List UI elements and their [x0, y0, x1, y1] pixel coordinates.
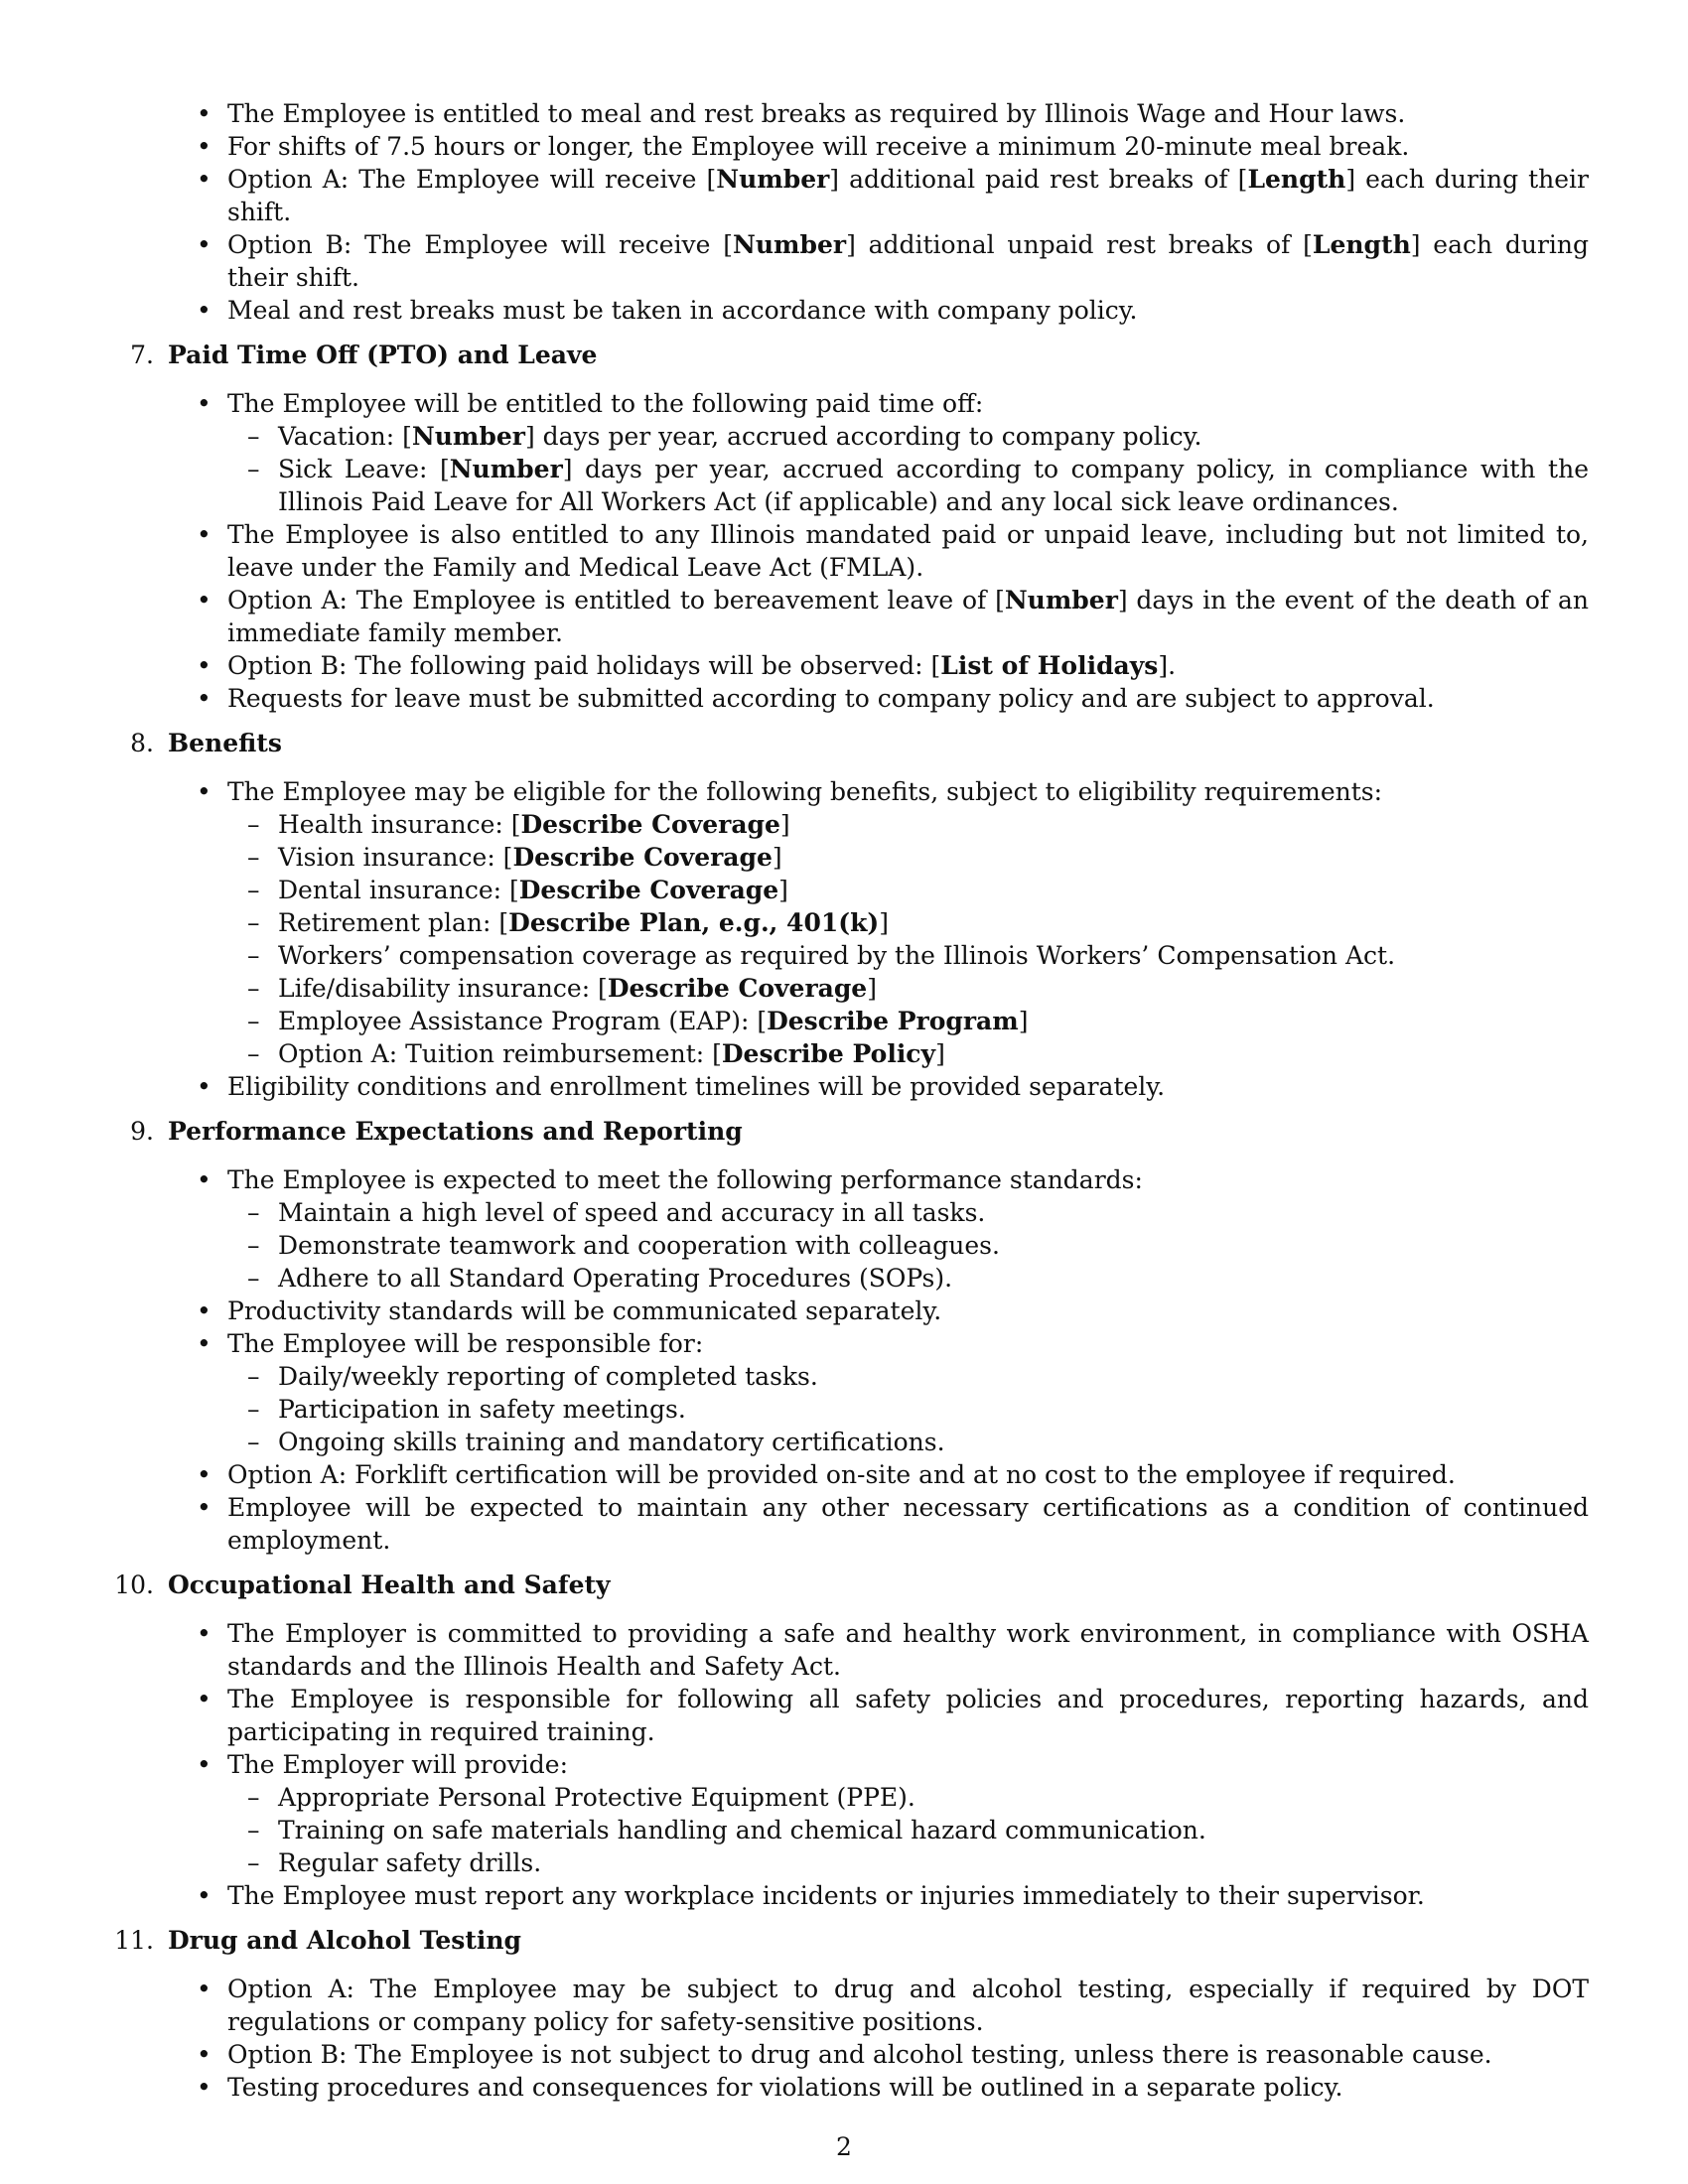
section-number: 10.	[114, 1570, 154, 1599]
sub-list-item: – Ongoing skills training and mandatory certifications.	[227, 1426, 1589, 1458]
placeholder-field: Describe Coverage	[512, 843, 773, 872]
sub-list-item: – Workers’ compensation coverage as required by the Illinois Workers’ Compensation Act.	[227, 939, 1589, 972]
list-item: • Option B: The following paid holidays will be observed: [List of Holidays].	[0, 649, 1688, 682]
sub-list-item: – Training on safe materials handling and chemical hazard communication.	[227, 1814, 1589, 1846]
breaks-list	[0, 97, 1688, 327]
list-item: • Option A: The Employee is entitled to bereavement leave of [Number] days in the event of the death of an immediate family member.	[0, 584, 1688, 649]
placeholder-field: Describe Plan, e.g., 401(k)	[508, 908, 880, 937]
sub-list-item: – Daily/weekly reporting of completed tasks.	[227, 1360, 1589, 1393]
sub-list-item: – Sick Leave: [Number] days per year, accrued according to company policy, in compliance with the Illinois Paid Leave for All Workers Act (if applicable) and any local sick leave ordinances.	[227, 453, 1589, 518]
sub-list-item: – Vacation: [Number] days per year, accrued according to company policy.	[227, 420, 1589, 453]
section-performance	[0, 1115, 1688, 1557]
list-item: • The Employee is expected to meet the following performance standards: – Maintain a high level of speed and accuracy in all tasks. – Demonstrate teamwork and cooperation with colleagues. – Adhere to all Standard Operating Procedures (SOPs).	[0, 1163, 1688, 1295]
sub-list-item: – Demonstrate teamwork and cooperation with colleagues.	[227, 1229, 1589, 1262]
section-heading	[0, 1924, 1688, 1957]
list-item: • The Employee is responsible for following all safety policies and procedures, reporting hazards, and participating in required training.	[0, 1683, 1688, 1748]
section-pto-leave	[0, 339, 1688, 715]
placeholder-field: Describe Coverage	[518, 876, 779, 904]
placeholder-field: Describe Coverage	[520, 810, 780, 839]
sub-list-item: – Employee Assistance Program (EAP): [Describe Program]	[227, 1005, 1589, 1037]
document-body	[0, 97, 1688, 2104]
section-title: Drug and Alcohol Testing	[168, 1926, 522, 1955]
placeholder-field: Describe Program	[767, 1007, 1019, 1035]
section-title: Performance Expectations and Reporting	[168, 1117, 743, 1146]
placeholder-field: Describe Policy	[721, 1039, 936, 1068]
sub-list-item: – Vision insurance: [Describe Coverage]	[227, 841, 1589, 874]
sub-list-item: – Option A: Tuition reimbursement: [Describe Policy]	[227, 1037, 1589, 1070]
list-item: • The Employee may be eligible for the following benefits, subject to eligibility requirements: – Health insurance: [Describe Coverage] – Vision insurance: [Describe Coverage] – Dental insurance: [Describe Coverage] – Retirement plan: [Describe Plan, e.g., 401(k)] – Workers’ compensation coverage as required by the Illinois Workers’ Compensation Act. – Life/disability insurance: [Describe Coverage] – Employee Assistance Program (EAP): [Describe Program] – Option A: Tuition reimbursement: [Describe Policy]	[0, 775, 1688, 1070]
sub-list-item: – Adhere to all Standard Operating Procedures (SOPs).	[227, 1262, 1589, 1295]
list-item: • The Employer will provide: – Appropriate Personal Protective Equipment (PPE). – Training on safe materials handling and chemical hazard communication. – Regular safety drills.	[0, 1748, 1688, 1879]
list-item: • Option A: Forklift certification will be provided on-site and at no cost to the employee if required.	[0, 1458, 1688, 1491]
placeholder-field: Length	[1312, 230, 1411, 259]
section-heading	[0, 339, 1688, 371]
section-heading	[0, 1115, 1688, 1148]
placeholder-field: Number	[411, 422, 525, 451]
placeholder-field: Describe Coverage	[607, 974, 868, 1003]
sub-list-item: – Maintain a high level of speed and accuracy in all tasks.	[227, 1196, 1589, 1229]
list-item: • The Employee is also entitled to any Illinois mandated paid or unpaid leave, including but not limited to, leave under the Family and Medical Leave Act (FMLA).	[0, 518, 1688, 584]
sub-list-item: – Life/disability insurance: [Describe Coverage]	[227, 972, 1589, 1005]
placeholder-field: Number	[733, 230, 847, 259]
list-item: • Option A: The Employee may be subject to drug and alcohol testing, especially if required by DOT regulations or company policy for safety-sensitive positions.	[0, 1973, 1688, 2038]
list-item: • For shifts of 7.5 hours or longer, the Employee will receive a minimum 20-minute meal break.	[0, 130, 1688, 163]
list-item: • Option A: The Employee will receive [Number] additional paid rest breaks of [Length] each during their shift.	[0, 163, 1688, 228]
sub-list-item: – Dental insurance: [Describe Coverage]	[227, 874, 1589, 906]
list-item: • Employee will be expected to maintain any other necessary certifications as a condition of continued employment.	[0, 1491, 1688, 1557]
list-item: • The Employee will be responsible for: – Daily/weekly reporting of completed tasks. – Participation in safety meetings. – Ongoing skills training and mandatory certifications.	[0, 1327, 1688, 1458]
placeholder-field: Number	[1004, 586, 1118, 614]
placeholder-field: Number	[716, 165, 830, 194]
list-item: • The Employee is entitled to meal and rest breaks as required by Illinois Wage and Hour laws.	[0, 97, 1688, 130]
section-title: Benefits	[168, 729, 282, 757]
section-number: 8.	[130, 729, 154, 757]
list-item: • The Employer is committed to providing a safe and healthy work environment, in compliance with OSHA standards and the Illinois Health and Safety Act.	[0, 1617, 1688, 1683]
placeholder-field: List of Holidays	[940, 651, 1159, 680]
list-item: • Option B: The Employee is not subject to drug and alcohol testing, unless there is reasonable cause.	[0, 2038, 1688, 2071]
list-item: • Testing procedures and consequences for violations will be outlined in a separate policy.	[0, 2071, 1688, 2104]
sub-list-item: – Appropriate Personal Protective Equipment (PPE).	[227, 1781, 1589, 1814]
section-drug-alcohol-testing	[0, 1924, 1688, 2104]
section-title: Paid Time Off (PTO) and Leave	[168, 341, 598, 369]
sub-list-item: – Retirement plan: [Describe Plan, e.g., 401(k)]	[227, 906, 1589, 939]
placeholder-field: Length	[1247, 165, 1346, 194]
list-item: • Productivity standards will be communicated separately.	[0, 1295, 1688, 1327]
section-title: Occupational Health and Safety	[168, 1570, 611, 1599]
list-item: • The Employee will be entitled to the following paid time off: – Vacation: [Number] days per year, accrued according to company policy. – Sick Leave: [Number] days per year, accrued according to company policy, in compliance with the Illinois Paid Leave for All Workers Act (if applicable) and any local sick leave ordinances.	[0, 387, 1688, 518]
section-heading	[0, 1569, 1688, 1601]
list-item: • The Employee must report any workplace incidents or injuries immediately to their supervisor.	[0, 1879, 1688, 1912]
sub-list-item: – Regular safety drills.	[227, 1846, 1589, 1879]
sub-list-item: – Health insurance: [Describe Coverage]	[227, 808, 1589, 841]
list-item: • Eligibility conditions and enrollment timelines will be provided separately.	[0, 1070, 1688, 1103]
section-benefits	[0, 727, 1688, 1103]
section-number: 9.	[130, 1117, 154, 1146]
section-health-safety	[0, 1569, 1688, 1912]
section-number: 7.	[130, 341, 154, 369]
list-item: • Meal and rest breaks must be taken in accordance with company policy.	[0, 294, 1688, 327]
section-number: 11.	[114, 1926, 154, 1955]
list-item: • Option B: The Employee will receive [Number] additional unpaid rest breaks of [Length] each during their shift.	[0, 228, 1688, 294]
sub-list-item: – Participation in safety meetings.	[227, 1393, 1589, 1426]
placeholder-field: Number	[449, 455, 563, 483]
page-number: 2	[836, 2132, 852, 2161]
section-heading	[0, 727, 1688, 759]
list-item: • Requests for leave must be submitted according to company policy and are subject to approval.	[0, 682, 1688, 715]
